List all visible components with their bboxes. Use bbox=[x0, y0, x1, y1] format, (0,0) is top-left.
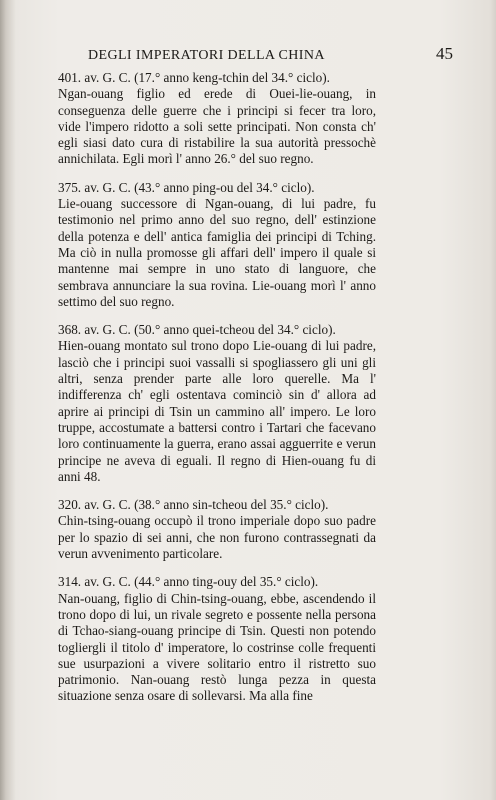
entry-314 bbox=[58, 574, 376, 704]
entry-paragraph bbox=[58, 574, 376, 704]
entry-401 bbox=[58, 70, 376, 168]
entry-320 bbox=[58, 497, 376, 562]
entry-heading: 314. av. G. C. (44.° anno ting-ouy del 35.° ciclo). bbox=[58, 574, 319, 590]
entry-368 bbox=[58, 322, 376, 485]
entry-heading: 375. av. G. C. (43.° anno ping-ou del 34.° ciclo). bbox=[58, 179, 315, 195]
chronology-entries bbox=[58, 70, 376, 717]
entry-paragraph bbox=[58, 70, 376, 168]
entry-375 bbox=[58, 180, 376, 310]
entry-text: Nan-ouang, figlio di Chin-tsing-ouang, ebbe, ascendendo il trono dopo di lui, un rivale segreto e possente nella persona di Tchao-siang-ouang principe di Tsin. Questi non potendo togliergli il titolo d' imperatore, lo costrinse colle frequenti sue usurpazioni a vivere solitario entro il ristretto suo patrimonio. Nan-ouang restò lunga pezza in questa situazione senza osare di sollevarsi. Ma alla fine bbox=[58, 590, 376, 704]
running-title: DEGLI IMPERATORI DELLA CHINA bbox=[88, 48, 325, 63]
entry-text: Ngan-ouang figlio ed erede di Ouei-lie-ouang, in conseguenza delle guerre che i principi si fecer tra loro, vide l'impero ridotto a soli sette principati. Non consta ch' egli siasi dato cura di ristabilire la sua autorità pressochè annichilata. Egli morì l' anno 26.° del suo regno. bbox=[58, 86, 376, 167]
entry-heading: 368. av. G. C. (50.° anno quei-tcheou del 34.° ciclo). bbox=[58, 322, 336, 338]
entry-paragraph bbox=[58, 497, 376, 562]
entry-heading: 320. av. G. C. (38.° anno sin-tcheou del 35.° ciclo). bbox=[58, 497, 329, 513]
entry-paragraph bbox=[58, 322, 376, 485]
entry-text: Chin-tsing-ouang occupò il trono imperiale dopo suo padre per lo spazio di sei anni, che non furono contrassegnati da verun avvenimento particolare. bbox=[58, 513, 376, 562]
entry-paragraph bbox=[58, 180, 376, 310]
entry-text: Hien-ouang montato sul trono dopo Lie-ouang di lui padre, lasciò che i principi suoi vassalli si spogliassero gli uni gli altri, senza prender parte alle loro querelle. Ma l' indifferenza ch' egli ostentava cominciò sin d' allora ad aprire ai principi di Tsin un cammino all' impero. Le loro truppe, accostumate a battersi contro i Tartari che facevano loro continuamente la guerra, erano assai agguerrite e verun principe ne aveva di eguali. Il regno di Hien-ouang fu di anni 48. bbox=[58, 338, 376, 484]
entry-text: Lie-ouang successore di Ngan-ouang, di lui padre, fu testimonio nel primo anno del suo regno, dell' estinzione della potenza e dell' antica famiglia dei principi di Tching. Ma ciò in nulla promosse gli affari dell' impero il quale si mantenne mai sempre in uno stato di languore, che sembrava annunciare la sua rovina. Lie-ouang morì l' anno settimo del suo regno. bbox=[58, 196, 376, 309]
entry-heading: 401. av. G. C. (17.° anno keng-tchin del 34.° ciclo). bbox=[58, 70, 330, 85]
page-number: 45 bbox=[436, 44, 453, 63]
